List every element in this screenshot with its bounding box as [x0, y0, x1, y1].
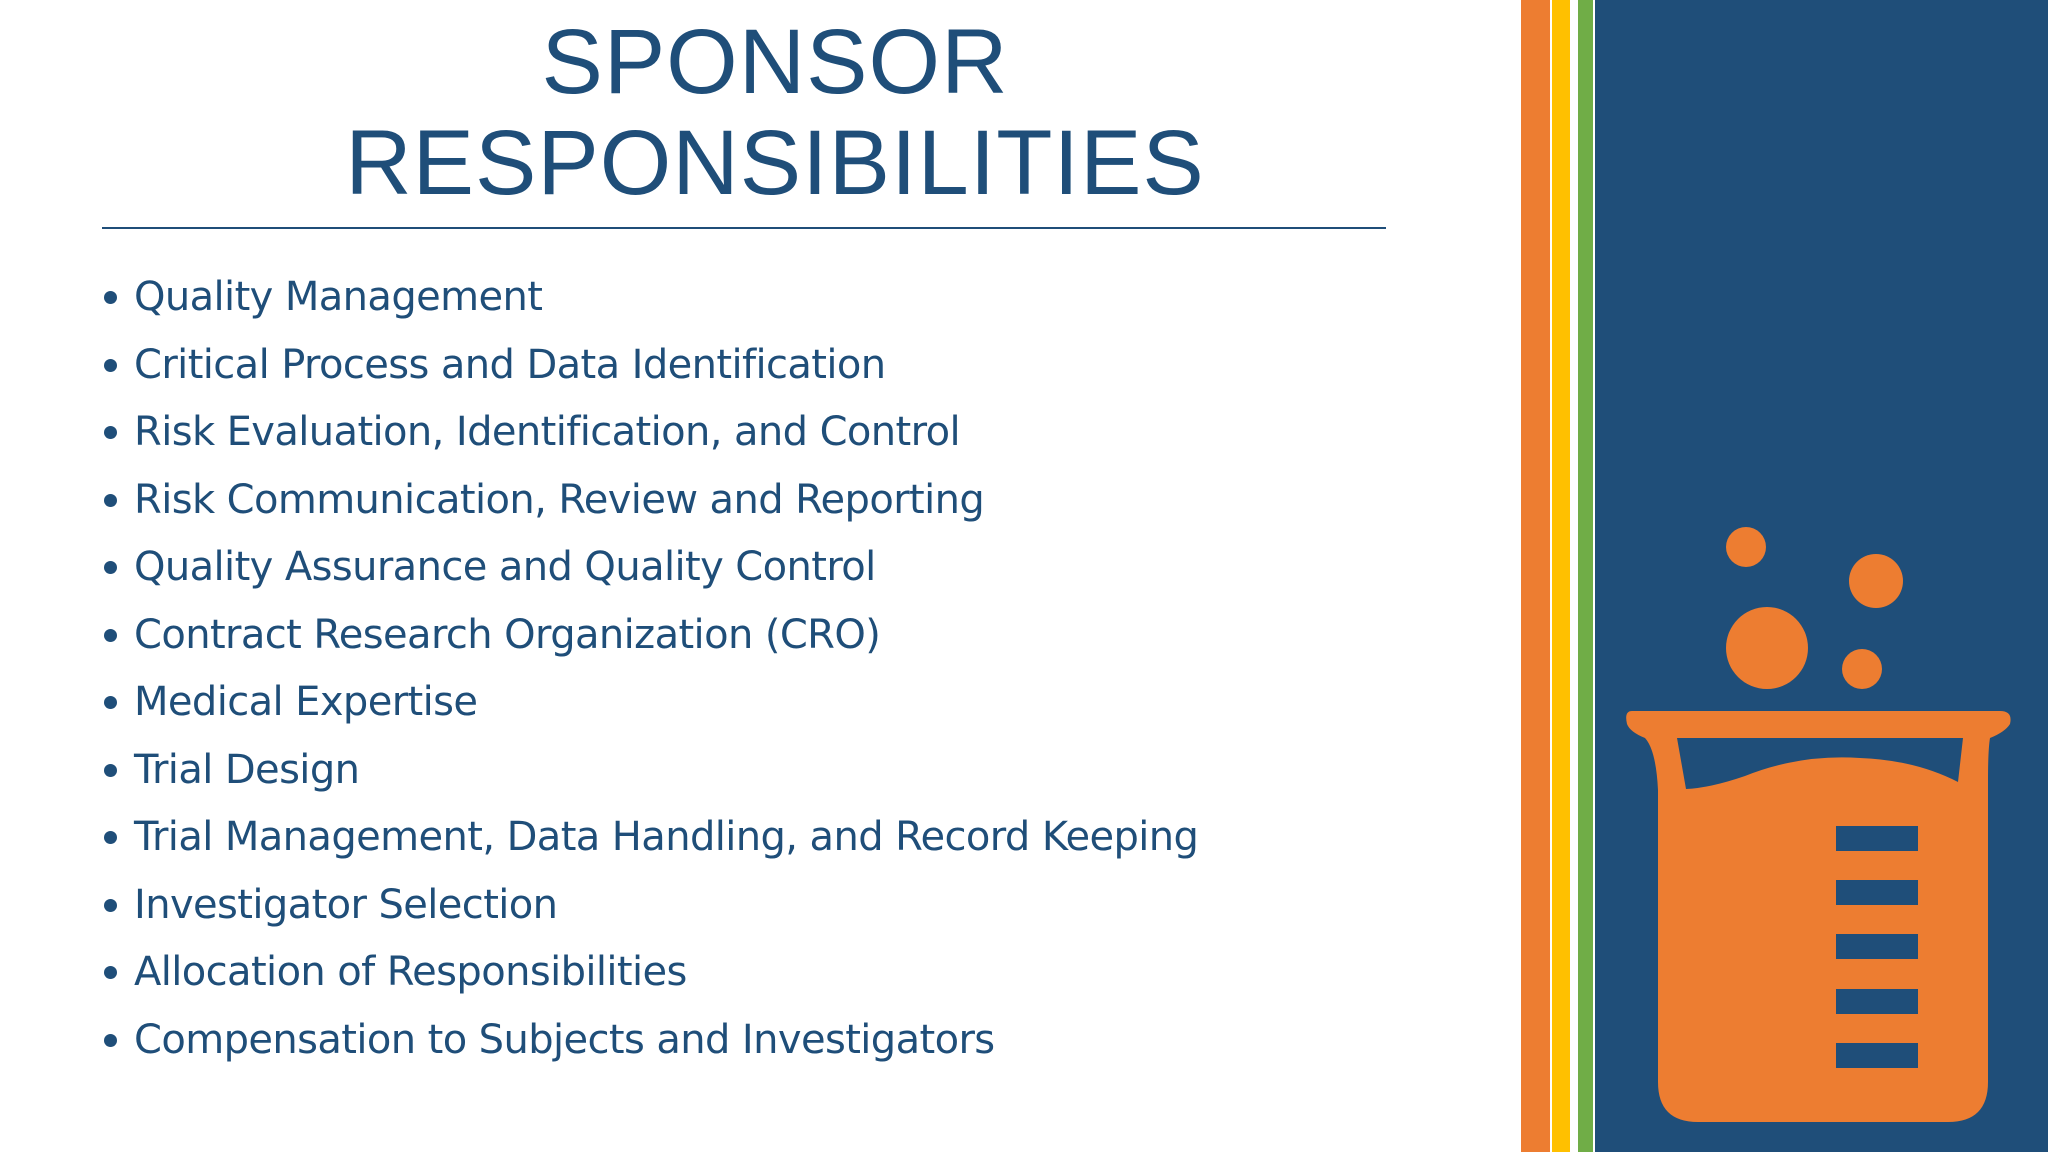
- bullet-text: Trial Management, Data Handling, and Record Keeping: [134, 814, 1199, 860]
- bullet-item: [100, 872, 1198, 940]
- bullet-item: [100, 1007, 1198, 1075]
- bullet-text: Contract Research Organization (CRO): [134, 611, 881, 658]
- bullet-item: [100, 399, 1198, 467]
- bullet-text: Trial Design: [134, 746, 360, 793]
- bubble-icon: [1842, 649, 1882, 689]
- bullet-text: Quality Assurance and Quality Control: [134, 544, 876, 590]
- bullet-dot-icon: [104, 291, 117, 304]
- bullet-item: [100, 939, 1198, 1007]
- bullet-text: Risk Evaluation, Identification, and Control: [134, 409, 960, 455]
- bullet-item: [100, 264, 1198, 332]
- measure-mark: [1836, 826, 1918, 851]
- green-stripe: [1578, 0, 1593, 1152]
- bullet-dot-icon: [104, 494, 117, 507]
- beaker-icon: [1595, 0, 2048, 1152]
- bullet-item: [100, 332, 1198, 400]
- bullet-text: Critical Process and Data Identification: [134, 341, 886, 388]
- bullet-dot-icon: [104, 629, 117, 642]
- bubble-icon: [1726, 527, 1766, 567]
- bubble-icon: [1849, 554, 1903, 608]
- title-line-1: SPONSOR: [541, 11, 1009, 113]
- title-line-2: RESPONSIBILITIES: [345, 112, 1205, 214]
- bullet-item: [100, 534, 1198, 602]
- measure-mark: [1836, 1043, 1918, 1068]
- bullet-dot-icon: [104, 831, 117, 844]
- bullet-text: Allocation of Responsibilities: [134, 949, 687, 995]
- measure-mark: [1836, 880, 1918, 905]
- bullet-item: [100, 804, 1198, 872]
- bullet-dot-icon: [104, 764, 117, 777]
- slide-title: [100, 12, 1450, 214]
- measure-mark: [1836, 989, 1918, 1014]
- bullet-dot-icon: [104, 899, 117, 912]
- bullet-text: Quality Management: [134, 274, 543, 320]
- bubble-icon: [1726, 607, 1808, 689]
- bullet-text: Compensation to Subjects and Investigators: [134, 1016, 995, 1063]
- bullet-text: Risk Communication, Review and Reporting: [134, 476, 985, 523]
- bullet-dot-icon: [104, 561, 117, 574]
- bullet-text: Medical Expertise: [134, 679, 478, 725]
- bullet-dot-icon: [104, 696, 117, 709]
- bullet-item: [100, 467, 1198, 535]
- bullet-dot-icon: [104, 966, 117, 979]
- bullet-text: Investigator Selection: [134, 881, 558, 928]
- bullet-dot-icon: [104, 359, 117, 372]
- stripe-gap: [1570, 0, 1578, 1152]
- bullet-item: [100, 737, 1198, 805]
- yellow-stripe: [1552, 0, 1570, 1152]
- bullet-dot-icon: [104, 426, 117, 439]
- title-underline: [102, 227, 1386, 229]
- bullet-item: [100, 669, 1198, 737]
- bullet-list: [100, 264, 1198, 1074]
- measure-mark: [1836, 934, 1918, 959]
- bullet-item: [100, 602, 1198, 670]
- bullet-dot-icon: [104, 1034, 117, 1047]
- orange-stripe: [1521, 0, 1550, 1152]
